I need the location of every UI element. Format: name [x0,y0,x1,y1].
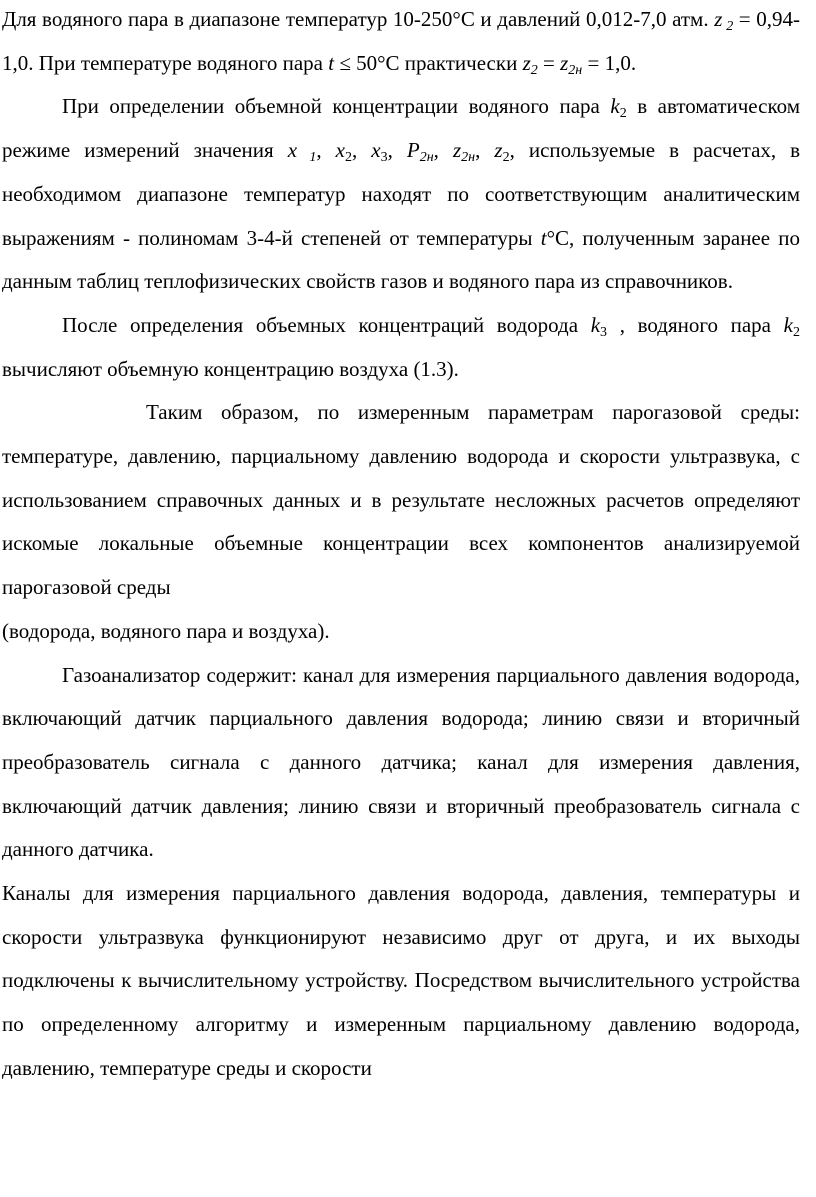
var-x1-sub: 1 [297,150,317,166]
var-t: t [328,50,335,75]
text-run: °С, полученным заранее по данным таблиц теплофизических свойств газов и водяного пара из справочников. [2,225,800,294]
text-run: , [316,138,336,163]
text-run: вычисляют объемную концентрацию воздуха (1.3). [2,356,459,381]
var-z2-sub: 2 [530,62,538,78]
text-run: , водяного пара [607,312,784,337]
var-k3-sub: 3 [600,324,608,340]
paragraph-summary [2,391,800,610]
var-k2: k [783,312,793,337]
text-run: Каналы для измерения парциального давления водорода, давления, температуры и скорости ультразвука функционируют независимо друг от друга, и их выходы подключены к вычислительному устройству. Посредством вычислительного устройства по определенному алгоритму и измеренным парциальному давлению водорода, давлению, температуре среды и скорости [2,881,800,1080]
text-run: , [433,138,453,163]
var-z2-sub: 2 [502,150,510,166]
var-z2n: z [560,50,569,75]
var-x1: х [287,138,298,163]
text-run: При определении объемной концентрации водяного пара [62,94,611,119]
text-run: Для водяного пара в диапазоне температур 10-250°С и давлений 0,012-7,0 атм. [2,7,715,31]
var-x3: х [371,138,381,163]
paragraph-summary-tail [2,610,800,654]
paragraph-vapor-range [2,0,800,85]
text-run: ≤ 50°С практически [334,50,523,75]
var-t: t [540,225,547,250]
var-k3: k [590,312,601,337]
var-p2n: Р [406,138,420,163]
paragraph-analyzer-contents [2,654,800,873]
var-z2: z [522,50,531,75]
var-z: z [714,7,723,31]
paragraph-vapor-concentration [2,85,800,304]
paragraph-channels [2,872,800,1091]
var-k: k [610,94,620,119]
text-run: Таким образом, по измеренным параметрам парогазовой среды: температуре, давлению, парциальному давлению водорода и скорости ультразвука, с использованием справочных данных и в результате несложных расчетов определяют искомые локальные объемные концентрации всех компонентов анализируемой парогазовой среды [2,400,800,600]
var-x3-sub: 3 [380,150,388,166]
var-p2n-sub: 2н [419,150,434,166]
text-run: = [537,50,561,75]
var-x2: х [335,138,345,163]
text-run: , используемые в расчетах, в необходимом диапазоне температур находят по соответствующим аналитическим выражениям - полиномам 3-4-й степеней от температуры [2,138,801,250]
var-x2-sub: 2 [344,150,352,166]
text-run: , [387,138,407,163]
text-run: , [475,138,495,163]
text-run: в автоматическом режиме измерений значения [2,94,800,163]
var-z2: z [494,138,503,163]
text-run: Газоанализатор содержит: канал для измерения парциального давления водорода, включающий датчик парциального давления водорода; линию связи и вторичный преобразователь сигнала с данного датчика; канал для измерения давления, включающий датчик давления; линию связи и вторичный преобразователь сигнала с данного датчика. [2,662,800,862]
var-z2n-sub: 2н [461,150,476,166]
var-z-sub: 2 [722,19,734,34]
text-run: , [351,138,372,163]
text-run: = 0,94-1,0. При температуре водяного пара [2,7,800,75]
var-k-sub: 2 [619,106,627,122]
text-run: После определения объемных концентраций водорода [62,312,591,337]
paragraph-air-concentration [2,304,800,391]
var-z2n-sub: 2н [568,62,583,78]
text-run: (водорода, водяного пара и воздуха). [2,618,330,643]
text-run: = 1,0. [582,50,637,75]
var-k2-sub: 2 [793,324,800,340]
var-z2n: z [452,138,462,163]
